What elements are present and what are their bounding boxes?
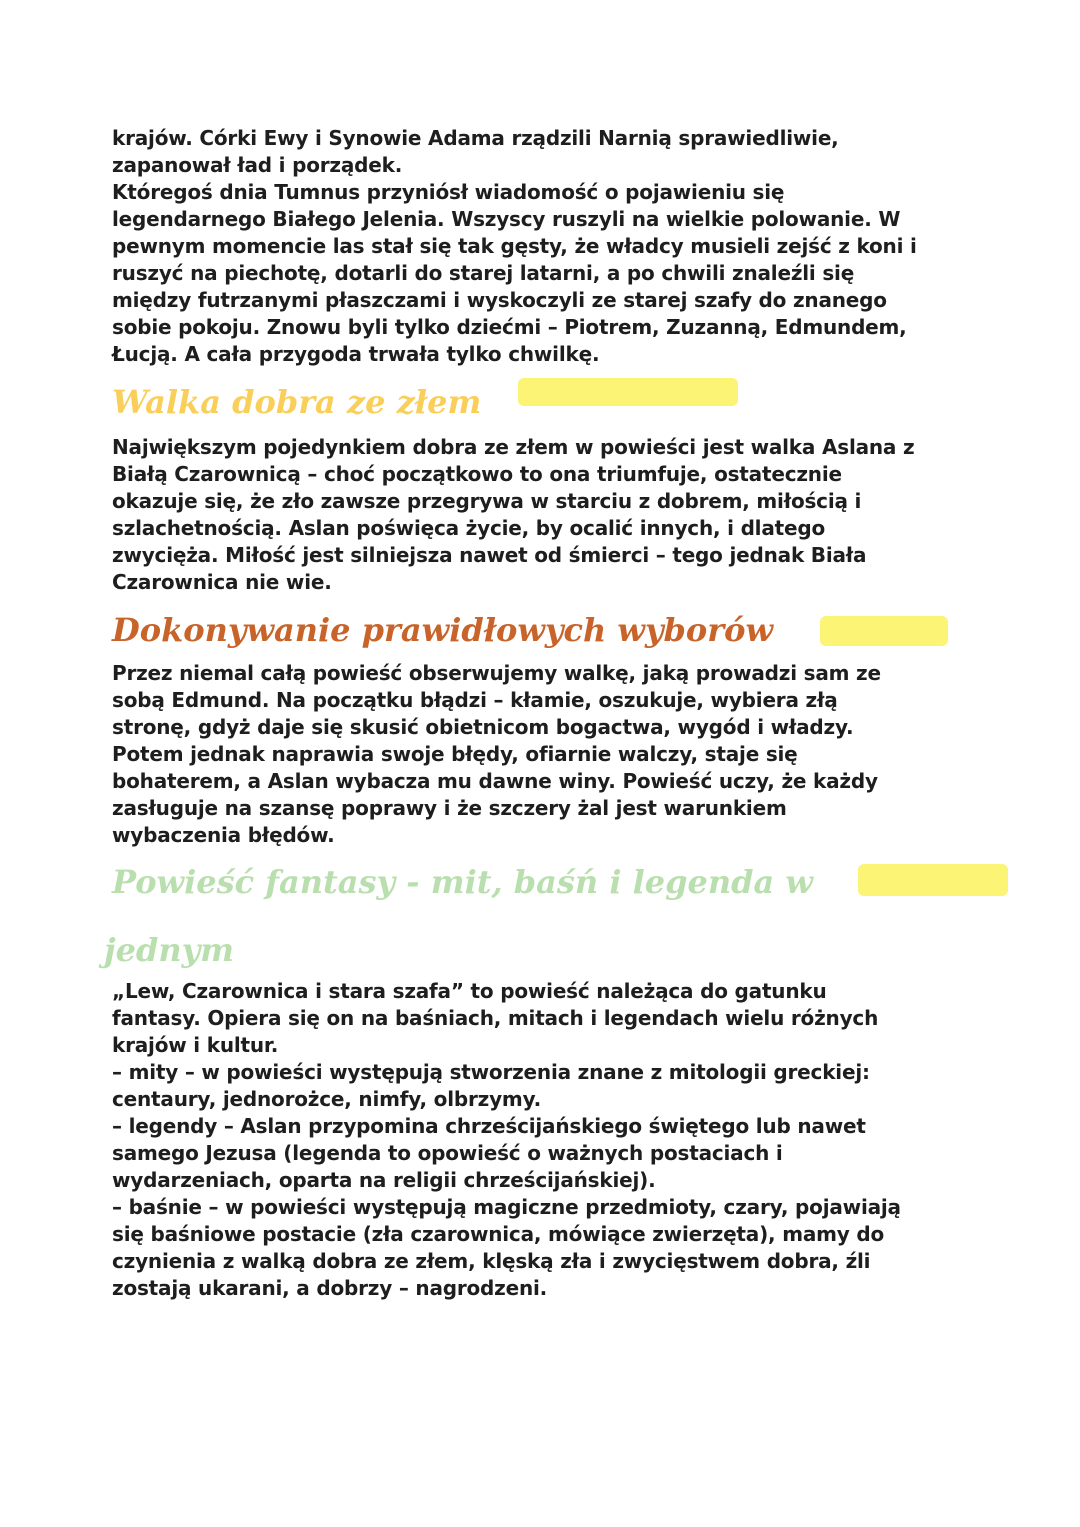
section-heading-fantasy-continued: jednym	[104, 931, 235, 969]
text-line: wydarzeniach, oparta na religii chrześcijańskiej).	[112, 1168, 656, 1192]
section-heading-right-choices: Dokonywanie prawidłowych wyborów	[112, 611, 774, 649]
text-line: Przez niemal całą powieść obserwujemy walkę, jaką prowadzi sam ze	[112, 661, 881, 685]
text-line: krajów. Córki Ewy i Synowie Adama rządzili Narnią sprawiedliwie,	[112, 126, 839, 150]
text-line: zwycięża. Miłość jest silniejsza nawet od śmierci – tego jednak Biała	[112, 543, 867, 567]
text-line: wybaczenia błędów.	[112, 823, 335, 847]
text-line: czynienia z walką dobra ze złem, klęską zła i zwycięstwem dobra, źli	[112, 1249, 871, 1273]
text-line: Któregoś dnia Tumnus przyniósł wiadomość o pojawieniu się	[112, 180, 785, 204]
text-line: – legendy – Aslan przypomina chrześcijańskiego świętego lub nawet	[112, 1114, 866, 1138]
highlight-mark	[858, 864, 1008, 896]
text-line: krajów i kultur.	[112, 1033, 279, 1057]
text-line: fantasy. Opiera się on na baśniach, mitach i legendach wielu różnych	[112, 1006, 879, 1030]
text-line: „Lew, Czarownica i stara szafa” to powieść należąca do gatunku	[112, 979, 827, 1003]
highlight-mark	[518, 378, 738, 406]
text-line: – mity – w powieści występują stworzenia znane z mitologii greckiej:	[112, 1060, 870, 1084]
section2-paragraph	[112, 660, 972, 849]
text-line: pewnym momencie las stał się tak gęsty, że władcy musieli zejść z koni i	[112, 234, 917, 258]
section1-paragraph	[112, 434, 972, 596]
text-line: Czarownica nie wie.	[112, 570, 332, 594]
text-line: zapanował ład i porządek.	[112, 153, 403, 177]
text-line: ruszyć na piechotę, dotarli do starej latarni, a po chwili znaleźli się	[112, 261, 855, 285]
text-line: Łucją. A cała przygoda trwała tylko chwilkę.	[112, 342, 600, 366]
text-line: centaury, jednorożce, nimfy, olbrzymy.	[112, 1087, 541, 1111]
text-line: samego Jezusa (legenda to opowieść o ważnych postaciach i	[112, 1141, 783, 1165]
text-line: zostają ukarani, a dobrzy – nagrodzeni.	[112, 1276, 548, 1300]
text-line: sobie pokoju. Znowu byli tylko dziećmi – Piotrem, Zuzanną, Edmundem,	[112, 315, 907, 339]
text-line: – baśnie – w powieści występują magiczne przedmioty, czary, pojawiają	[112, 1195, 901, 1219]
section-heading-fantasy: Powieść fantasy - mit, baśń i legenda w	[112, 863, 813, 901]
text-line: stronę, gdyż daje się skusić obietnicom bogactwa, wygód i władzy.	[112, 715, 854, 739]
text-line: Największym pojedynkiem dobra ze złem w powieści jest walka Aslana z	[112, 435, 915, 459]
text-line: zasługuje na szansę poprawy i że szczery żal jest warunkiem	[112, 796, 787, 820]
text-line: legendarnego Białego Jelenia. Wszyscy ruszyli na wielkie polowanie. W	[112, 207, 901, 231]
text-line: Potem jednak naprawia swoje błędy, ofiarnie walczy, staje się	[112, 742, 798, 766]
section3-paragraph	[112, 978, 972, 1302]
intro-paragraph	[112, 125, 972, 368]
text-line: szlachetnością. Aslan poświęca życie, by ocalić innych, i dlatego	[112, 516, 826, 540]
text-line: między futrzanymi płaszczami i wyskoczyli ze starej szafy do znanego	[112, 288, 887, 312]
text-line: Białą Czarownicą – choć początkowo to ona triumfuje, ostatecznie	[112, 462, 842, 486]
highlight-mark	[820, 616, 948, 646]
text-line: okazuje się, że zło zawsze przegrywa w starciu z dobrem, miłością i	[112, 489, 862, 513]
text-line: się baśniowe postacie (zła czarownica, mówiące zwierzęta), mamy do	[112, 1222, 885, 1246]
text-line: sobą Edmund. Na początku błądzi – kłamie, oszukuje, wybiera złą	[112, 688, 838, 712]
text-line: bohaterem, a Aslan wybacza mu dawne winy. Powieść uczy, że każdy	[112, 769, 878, 793]
section-heading-good-vs-evil: Walka dobra ze złem	[112, 383, 482, 421]
